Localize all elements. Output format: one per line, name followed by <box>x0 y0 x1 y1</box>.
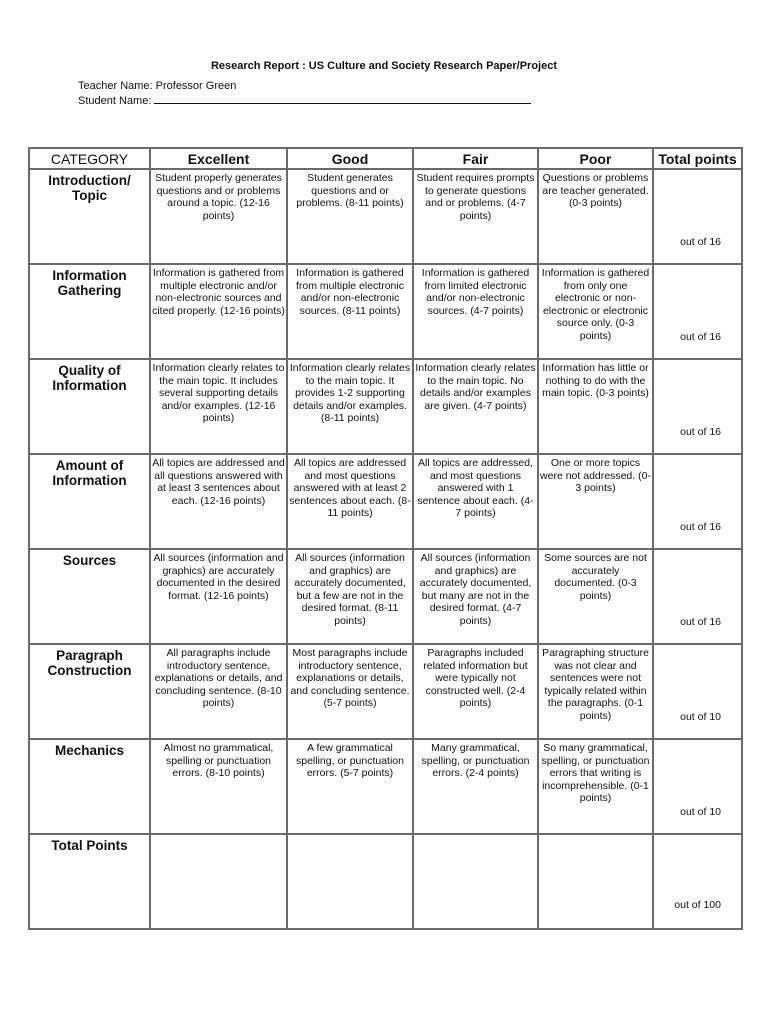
category-cell: Quality of Information <box>29 359 150 454</box>
fair-cell <box>413 834 538 929</box>
rubric-header-row <box>29 148 742 169</box>
fair-cell: Student requires prompts to generate questions and or problems. (4-7 points) <box>413 169 538 264</box>
total-points-cell <box>653 264 742 359</box>
total-points-cell <box>653 454 742 549</box>
out-of-label: out of 16 <box>680 426 721 438</box>
rubric-row-quality-of-information <box>29 359 742 454</box>
excellent-cell: All topics are addressed and all questions answered with at least 3 sentences about each. (12-16 points) <box>150 454 287 549</box>
category-cell: Introduction/ Topic <box>29 169 150 264</box>
out-of-label: out of 16 <box>680 236 721 248</box>
student-name-blank <box>154 94 531 104</box>
good-cell: All sources (information and graphics) are accurately documented, but a few are not in the desired format. (8-11 points) <box>287 549 413 644</box>
excellent-cell: All paragraphs include introductory sentence, explanations or details, and concluding sentence. (8-10 points) <box>150 644 287 739</box>
poor-cell: One or more topics were not addressed. (0-3 points) <box>538 454 653 549</box>
column-header-fair: Fair <box>413 148 538 169</box>
column-header-excellent: Excellent <box>150 148 287 169</box>
poor-cell <box>538 834 653 929</box>
out-of-label: out of 10 <box>680 806 721 818</box>
rubric-row-information-gathering <box>29 264 742 359</box>
teacher-name-line: Teacher Name: Professor Green <box>78 80 237 92</box>
document-title: Research Report : US Culture and Society Research Paper/Project <box>210 60 557 72</box>
excellent-cell: Almost no grammatical, spelling or punctuation errors. (8-10 points) <box>150 739 287 834</box>
total-points-cell <box>653 359 742 454</box>
poor-cell: Paragraphing structure was not clear and sentences were not typically related within the paragraphs. (0-1 points) <box>538 644 653 739</box>
category-cell: Amount of Information <box>29 454 150 549</box>
category-cell: Paragraph Construction <box>29 644 150 739</box>
student-name-label: Student Name: <box>78 95 152 107</box>
fair-cell: All sources (information and graphics) are accurately documented, but many are not in the desired format. (4-7 points) <box>413 549 538 644</box>
column-header-category: CATEGORY <box>29 148 150 169</box>
total-points-cell <box>653 169 742 264</box>
excellent-cell <box>150 834 287 929</box>
rubric-table <box>28 147 743 930</box>
category-cell: Mechanics <box>29 739 150 834</box>
rubric-row-total-points <box>29 834 742 929</box>
poor-cell: Information has little or nothing to do with the main topic. (0-3 points) <box>538 359 653 454</box>
good-cell: Most paragraphs include introductory sentence, explanations or details, and concluding sentence. (5-7 points) <box>287 644 413 739</box>
category-cell: Total Points <box>29 834 150 929</box>
excellent-cell: All sources (information and graphics) are accurately documented in the desired format. (12-16 points) <box>150 549 287 644</box>
total-points-cell <box>653 834 742 929</box>
fair-cell: Information clearly relates to the main topic. No details and/or examples are given. (4-7 points) <box>413 359 538 454</box>
good-cell: Information clearly relates to the main topic. It provides 1-2 supporting details and/or examples. (8-11 points) <box>287 359 413 454</box>
rubric-row-paragraph-construction <box>29 644 742 739</box>
good-cell <box>287 834 413 929</box>
out-of-label: out of 16 <box>680 331 721 343</box>
fair-cell: All topics are addressed, and most questions answered with 1 sentence about each. (4-7 points) <box>413 454 538 549</box>
student-name-line <box>78 94 531 107</box>
poor-cell: Questions or problems are teacher generated. (0-3 points) <box>538 169 653 264</box>
out-of-label: out of 16 <box>680 521 721 533</box>
rubric-row-introduction <box>29 169 742 264</box>
column-header-poor: Poor <box>538 148 653 169</box>
rubric-row-mechanics <box>29 739 742 834</box>
good-cell: Student generates questions and or problems. (8-11 points) <box>287 169 413 264</box>
total-points-cell <box>653 549 742 644</box>
out-of-label: out of 16 <box>680 616 721 628</box>
rubric-row-sources <box>29 549 742 644</box>
good-cell: A few grammatical spelling, or punctuation errors. (5-7 points) <box>287 739 413 834</box>
fair-cell: Many grammatical, spelling, or punctuation errors. (2-4 points) <box>413 739 538 834</box>
poor-cell: Information is gathered from only one electronic or non-electronic or electronic source only. (0-3 points) <box>538 264 653 359</box>
excellent-cell: Information is gathered from multiple electronic and/or non-electronic sources and cited properly. (12-16 points) <box>150 264 287 359</box>
total-points-cell <box>653 644 742 739</box>
out-of-label: out of 10 <box>680 711 721 723</box>
category-cell: Information Gathering <box>29 264 150 359</box>
column-header-good: Good <box>287 148 413 169</box>
fair-cell: Paragraphs included related information but were typically not constructed well. (2-4 points) <box>413 644 538 739</box>
out-of-label: out of 100 <box>674 899 721 911</box>
rubric-row-amount-of-information <box>29 454 742 549</box>
good-cell: All topics are addressed and most questions answered with at least 2 sentences about each. (8-11 points) <box>287 454 413 549</box>
excellent-cell: Information clearly relates to the main topic. It includes several supporting details and/or examples. (12-16 points) <box>150 359 287 454</box>
category-cell: Sources <box>29 549 150 644</box>
column-header-total-points: Total points <box>653 148 742 169</box>
fair-cell: Information is gathered from limited electronic and/or non-electronic sources. (4-7 points) <box>413 264 538 359</box>
poor-cell: Some sources are not accurately documented. (0-3 points) <box>538 549 653 644</box>
poor-cell: So many grammatical, spelling, or punctuation errors that writing is incomprehensible. (0-1 points) <box>538 739 653 834</box>
excellent-cell: Student properly generates questions and or problems around a topic. (12-16 points) <box>150 169 287 264</box>
good-cell: Information is gathered from multiple electronic and/or non-electronic sources. (8-11 points) <box>287 264 413 359</box>
total-points-cell <box>653 739 742 834</box>
